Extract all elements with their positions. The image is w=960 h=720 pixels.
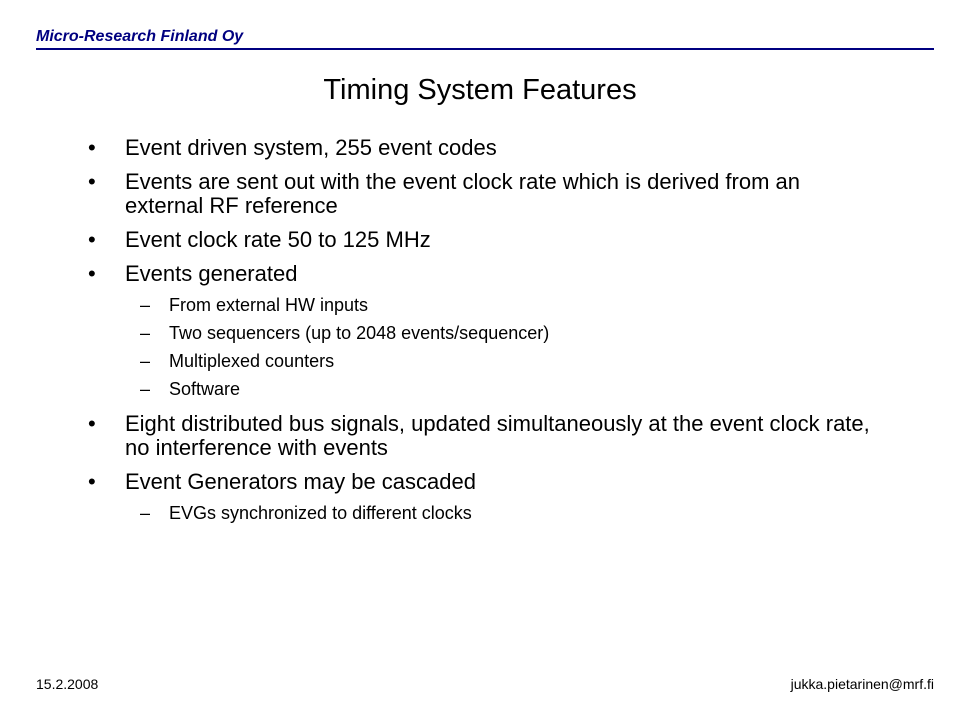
sub-bullet-text: EVGs synchronized to different clocks bbox=[169, 503, 472, 523]
sub-bullet-marker: – bbox=[140, 351, 151, 371]
sub-bullet-text: Software bbox=[169, 379, 241, 399]
sub-bullet-text: Multiplexed counters bbox=[169, 351, 335, 371]
bullet-item bbox=[88, 228, 878, 252]
bullet-marker: • bbox=[88, 227, 96, 252]
footer-date: 15.2.2008 bbox=[36, 676, 99, 692]
bullet-marker: • bbox=[88, 261, 96, 286]
bullet-list bbox=[88, 136, 878, 532]
slide-title: Timing System Features bbox=[323, 74, 637, 106]
bullet-text: Events generated bbox=[125, 261, 298, 286]
bullet-item bbox=[88, 470, 878, 494]
sub-bullet-item bbox=[88, 294, 878, 316]
sub-bullet-text: From external HW inputs bbox=[169, 295, 369, 315]
sub-bullet-item bbox=[88, 322, 878, 344]
header-rule bbox=[36, 48, 934, 50]
bullet-text: Event Generators may be cascaded bbox=[125, 469, 476, 494]
bullet-marker: • bbox=[88, 411, 96, 436]
sub-bullet-item bbox=[88, 502, 878, 524]
bullet-item bbox=[88, 136, 878, 160]
sub-bullet-marker: – bbox=[140, 379, 151, 399]
bullet-text: Events are sent out with the event clock rate which is derived from an external RF reference bbox=[125, 169, 800, 218]
sub-bullet-marker: – bbox=[140, 323, 151, 343]
bullet-marker: • bbox=[88, 135, 96, 160]
footer-email: jukka.pietarinen@mrf.fi bbox=[790, 676, 934, 692]
company-name: Micro-Research Finland Oy bbox=[36, 28, 244, 45]
sub-bullet-marker: – bbox=[140, 503, 151, 523]
bullet-item bbox=[88, 262, 878, 286]
bullet-text: Event driven system, 255 event codes bbox=[125, 135, 497, 160]
bullet-text: Event clock rate 50 to 125 MHz bbox=[125, 227, 431, 252]
bullet-item bbox=[88, 412, 878, 460]
bullet-text: Eight distributed bus signals, updated simultaneously at the event clock rate, no interference with events bbox=[125, 411, 870, 460]
sub-bullet-item bbox=[88, 378, 878, 400]
bullet-item bbox=[88, 170, 878, 218]
sub-bullet-marker: – bbox=[140, 295, 151, 315]
sub-bullet-item bbox=[88, 350, 878, 372]
bullet-marker: • bbox=[88, 169, 96, 194]
bullet-marker: • bbox=[88, 469, 96, 494]
sub-bullet-text: Two sequencers (up to 2048 events/sequencer) bbox=[169, 323, 550, 343]
